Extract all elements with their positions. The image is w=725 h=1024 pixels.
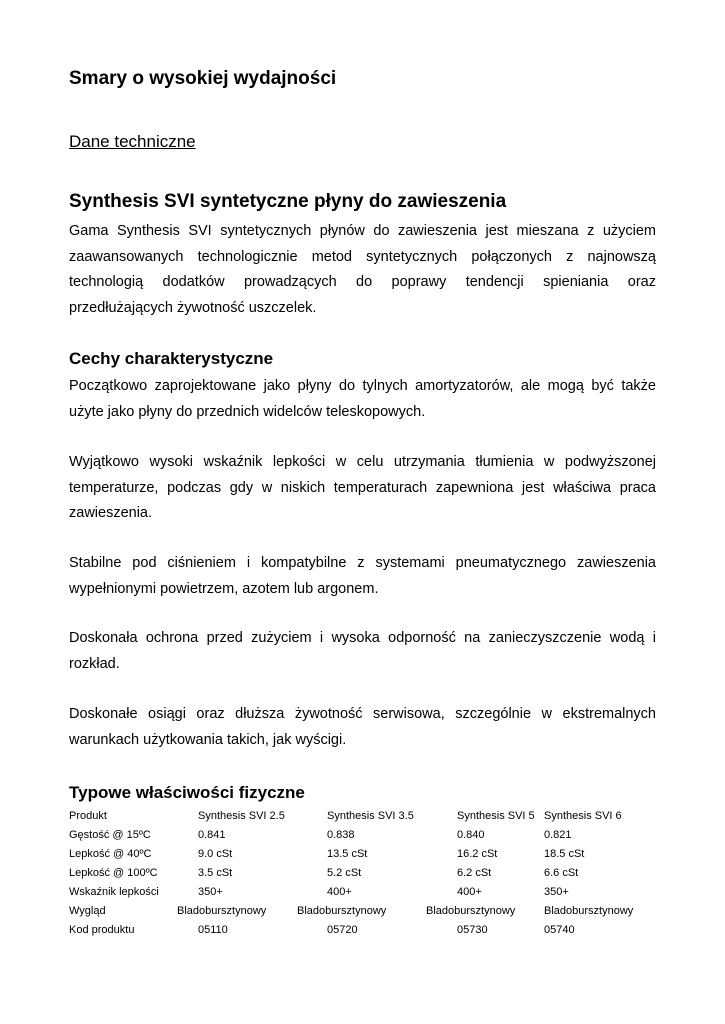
- table-cell: 6.6 cSt: [544, 867, 579, 879]
- table-cell: 3.5 cSt: [198, 867, 233, 879]
- table-cell: Kod produktu: [69, 924, 135, 936]
- properties-heading: Typowe właściwości fizyczne: [69, 783, 305, 802]
- table-cell: 18.5 cSt: [544, 848, 585, 860]
- table-cell: 400+: [327, 886, 352, 898]
- table-cell: 0.838: [327, 829, 355, 841]
- features-heading: Cechy charakterystyczne: [69, 349, 274, 368]
- table-cell: 05730: [457, 924, 488, 936]
- table-cell: 13.5 cSt: [327, 848, 368, 860]
- table-row: [69, 903, 669, 922]
- table-cell: Wygląd: [69, 905, 106, 917]
- table-cell: Bladobursztynowy: [297, 905, 387, 917]
- table-cell: 05740: [544, 924, 575, 936]
- table-cell: Bladobursztynowy: [177, 905, 267, 917]
- table-cell: Synthesis SVI 2.5: [198, 810, 285, 822]
- feature-paragraph-4: Doskonała ochrona przed zużyciem i wysoka odporność na zanieczyszczenie wodą i rozkład.: [69, 630, 656, 672]
- table-cell: Gęstość @ 15ºC: [69, 829, 151, 841]
- table-cell: Synthesis SVI 6: [544, 810, 622, 822]
- table-row: [69, 884, 669, 903]
- properties-table: [69, 808, 669, 941]
- table-cell: 9.0 cSt: [198, 848, 233, 860]
- table-cell: 05110: [198, 924, 228, 936]
- page-subtitle: Dane techniczne: [69, 132, 196, 151]
- table-cell: 0.821: [544, 829, 572, 841]
- table-cell: 350+: [198, 886, 223, 898]
- table-row: [69, 808, 669, 827]
- table-cell: Lepkość @ 40ºC: [69, 848, 152, 860]
- table-cell: 350+: [544, 886, 569, 898]
- table-cell: Synthesis SVI 3.5: [327, 810, 414, 822]
- table-cell: Lepkość @ 100ºC: [69, 867, 158, 879]
- table-cell: 0.841: [198, 829, 226, 841]
- table-cell: Wskaźnik lepkości: [69, 886, 159, 898]
- table-cell: 0.840: [457, 829, 485, 841]
- feature-paragraph-1: Początkowo zaprojektowane jako płyny do tylnych amortyzatorów, ale mogą być także użyte jako płyny do przednich widelców teleskopowych.: [69, 378, 656, 420]
- feature-paragraph-3: Stabilne pod ciśnieniem i kompatybilne z systemami pneumatycznego zawieszenia wypełnionymi powietrzem, azotem lub argonem.: [69, 555, 656, 597]
- table-cell: 16.2 cSt: [457, 848, 498, 860]
- table-cell: 6.2 cSt: [457, 867, 492, 879]
- page-title: Smary o wysokiej wydajności: [69, 68, 337, 89]
- product-title: Synthesis SVI syntetyczne płyny do zawieszenia: [69, 191, 507, 212]
- table-cell: Produkt: [69, 810, 107, 822]
- table-cell: 5.2 cSt: [327, 867, 362, 879]
- table-cell: Synthesis SVI 5: [457, 810, 535, 822]
- feature-paragraph-5: Doskonałe osiągi oraz dłuższa żywotność serwisowa, szczególnie w ekstremalnych warunkach użytkowania takich, jak wyścigi.: [69, 706, 656, 748]
- table-cell: 05720: [327, 924, 358, 936]
- table-row: [69, 846, 669, 865]
- table-cell: Bladobursztynowy: [544, 905, 634, 917]
- table-row: [69, 865, 669, 884]
- table-cell: Bladobursztynowy: [426, 905, 516, 917]
- table-cell: 400+: [457, 886, 482, 898]
- table-row: [69, 827, 669, 846]
- feature-paragraph-2: Wyjątkowo wysoki wskaźnik lepkości w celu utrzymania tłumienia w podwyższonej temperaturze, podczas gdy w niskich temperaturach zapewniona jest właściwa praca zawieszenia.: [69, 454, 656, 521]
- product-intro: Gama Synthesis SVI syntetycznych płynów do zawieszenia jest mieszana z użyciem zaawansowanych technologicznie metod syntetycznych połączonych z najnowszą technologią dodatków prowadzących do poprawy tendencji spieniania oraz przedłużających żywotność uszczelek.: [69, 223, 656, 316]
- table-row: [69, 922, 669, 941]
